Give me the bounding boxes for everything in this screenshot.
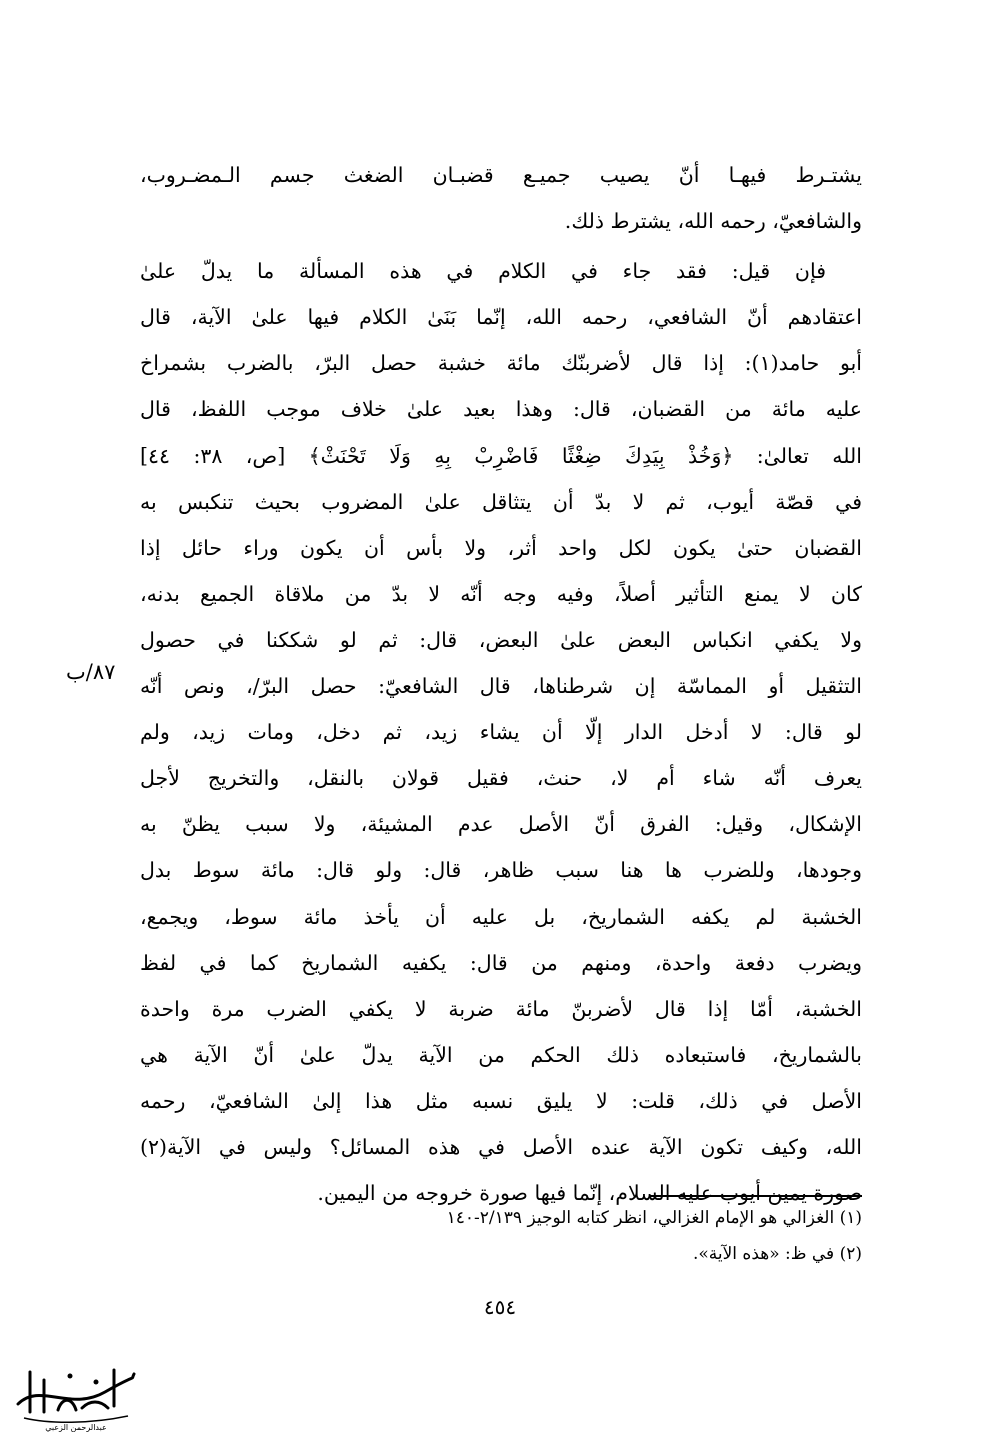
text-line: ويضرب دفعة واحدة، ومنهم من قال: يكفيه الشماريخ كما في لفظ xyxy=(140,950,862,975)
text-line: الإشكال، وقيل: الفرق أنّ الأصل عدم المشيئة، ولا سبب يظنّ به xyxy=(140,812,862,837)
footnote: (١) الغزالي هو الإمام الغزالي، انظر كتابه الوجيز ٢/١٣٩-١٤٠ xyxy=(446,1208,862,1228)
text-line: بالشماريخ، فاستبعاده ذلك الحكم من الآية يدلّ علىٰ أنّ الآية هي xyxy=(140,1042,862,1067)
text-line: الأصل في ذلك، قلت: لا يليق نسبه مثل هذا إلىٰ الشافعيّ، رحمه xyxy=(140,1088,862,1113)
text-line: القضبان حتىٰ يكون لكل واحد أثر، ولا بأس أن يكون وراء حائل إذا xyxy=(140,535,862,560)
text-line: الخشبة، أمّا إذا قال لأضربنّ مائة ضربة لا يكفي الضرب مرة واحدة xyxy=(140,996,862,1021)
quran-verse-line: الله تعالىٰ: ﴿وَخُذْ بِيَدِكَ ضِغْثًا فَاضْرِبْ بِهِ وَلَا تَحْنَثْ﴾ [ص، ٣٨: ٤٤] xyxy=(140,443,862,468)
manuscript-folio-note: ٨٧/ب xyxy=(66,660,116,684)
text-line: صورة يمين أيوب عليه السلام، إنّما فيها صورة خروجه من اليمين. xyxy=(317,1181,862,1206)
text-line: التثقيل أو المماسّة إن شرطناها، قال الشافعيّ: حصل البرّ/، ونص أنّه xyxy=(140,674,862,699)
publisher-logo xyxy=(10,1352,140,1432)
text-line: فإن قيل: فقد جاء في الكلام في هذه المسألة ما يدلّ علىٰ xyxy=(140,259,826,284)
footnotes xyxy=(250,1200,862,1272)
main-text xyxy=(140,152,862,1216)
text-line: اعتقادهم أنّ الشافعي، رحمه الله، إنّما بَنَىٰ الكلام فيها علىٰ الآية، قال xyxy=(140,305,862,330)
text-line: أبو حامد(١): إذا قال لأضربنّك مائة خشبة حصل البرّ، بالضرب بشمراخ xyxy=(140,351,862,376)
text-line: لو قال: لا أدخل الدار إلّا أن يشاء زيد، ثم دخل، ومات زيد، ولم xyxy=(140,720,862,745)
footnote-separator xyxy=(650,1195,862,1197)
text-line: عليه مائة من القضبان، قال: وهذا بعيد علىٰ خلاف موجب اللفظ، قال xyxy=(140,397,862,422)
page-number: ٤٥٤ xyxy=(483,1295,517,1319)
text-line: في قصّة أيوب، ثم لا بدّ أن يتثاقل علىٰ المضروب بحيث تنكبس به xyxy=(140,489,862,514)
text-line: يشتـرط فيهـا أنّ يصيب جميـع قضبـان الضغث جسم الـمضـروب، xyxy=(140,163,862,187)
text-line: وجودها، وللضرب ها هنا سبب ظاهر، قال: ولو قال: مائة سوط بدل xyxy=(140,858,862,883)
text-line: الخشبة لم يكفه الشماريخ، بل عليه أن يأخذ مائة سوط، ويجمع، xyxy=(140,904,862,929)
text-line: كان لا يمنع التأثير أصلاً، وفيه وجه أنّه لا بدّ من ملاقاة الجميع بدنه، xyxy=(140,581,862,606)
logo-subtext: عبدالرحمن الزعبي xyxy=(45,1423,107,1432)
text-line: والشافعيّ، رحمه الله، يشترط ذلك. xyxy=(564,209,862,234)
footnote: (٢) في ظ: «هذه الآية». xyxy=(692,1244,862,1264)
text-line: يعرف أنّه شاء أم لا، حنث، فقيل قولان بالنقل، والتخريج لأجل xyxy=(140,766,862,791)
text-line: الله، وكيف تكون الآية عنده الأصل في هذه المسائل؟ وليس في الآية(٢) xyxy=(140,1134,862,1159)
text-line: ولا يكفي انكباس البعض علىٰ البعض، قال: ثم لو شككنا في حصول xyxy=(140,627,862,652)
